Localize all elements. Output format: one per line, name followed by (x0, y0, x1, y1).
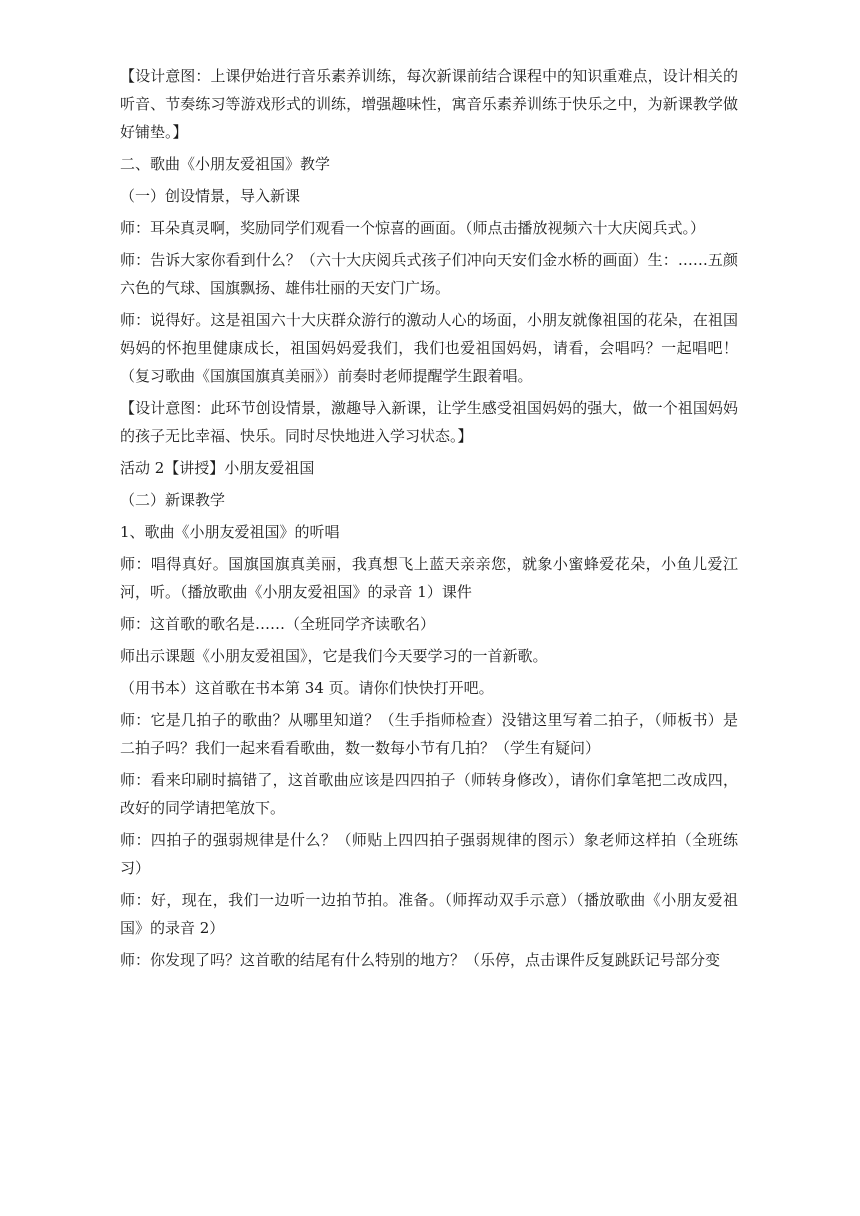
paragraph: 师：说得好。这是祖国六十大庆群众游行的激动人心的场面，小朋友就像祖国的花朵，在祖国妈妈的怀抱里健康成长，祖国妈妈爱我们，我们也爱祖国妈妈，请看，会唱吗？一起唱吧！（复习歌曲《国旗国旗真美丽》）前奏时老师提醒学生跟着唱。 (120, 311, 738, 385)
paragraph: 师：它是几拍子的歌曲？从哪里知道？（生手指师检查）没错这里写着二拍子，（师板书）是二拍子吗？我们一起来看看歌曲，数一数每小节有几拍？（学生有疑问） (120, 711, 738, 757)
paragraph: 师：唱得真好。国旗国旗真美丽，我真想飞上蓝天亲亲您，就象小蜜蜂爱花朵，小鱼儿爱江河，听。（播放歌曲《小朋友爱祖国》的录音 1）课件 (120, 555, 738, 601)
paragraph: 师：好，现在，我们一边听一边拍节拍。准备。（师挥动双手示意）（播放歌曲《小朋友爱祖国》的录音 2） (120, 891, 738, 937)
item-heading: 1、歌曲《小朋友爱祖国》的听唱 (120, 523, 340, 541)
paragraph: （用书本）这首歌在书本第 34 页。请你们快快打开吧。 (120, 679, 494, 697)
document-body (120, 62, 738, 978)
paragraph: 师：告诉大家你看到什么？（六十大庆阅兵式孩子们冲向天安们金水桥的画面）生：……五颜六色的气球、国旗飘扬、雄伟壮丽的天安门广场。 (120, 251, 738, 297)
paragraph: 师：你发现了吗？这首歌的结尾有什么特别的地方？（乐停，点击课件反复跳跃记号部分变 (120, 951, 721, 969)
paragraph: 师：耳朵真灵啊，奖励同学们观看一个惊喜的画面。（师点击播放视频六十大庆阅兵式。） (120, 219, 706, 237)
activity-heading: 活动 2【讲授】小朋友爱祖国 (120, 459, 315, 477)
subsection-heading: （一）创设情景，导入新课 (120, 187, 301, 205)
paragraph: 师出示课题《小朋友爱祖国》，它是我们今天要学习的一首新歌。 (120, 647, 548, 665)
section-heading: 二、歌曲《小朋友爱祖国》教学 (120, 155, 331, 173)
subsection-heading: （二）新课教学 (120, 491, 226, 509)
paragraph: 【设计意图：上课伊始进行音乐素养训练，每次新课前结合课程中的知识重难点，设计相关的听音、节奏练习等游戏形式的训练，增强趣味性，寓音乐素养训练于快乐之中，为新课教学做好铺垫。】 (120, 67, 738, 141)
paragraph: 【设计意图：此环节创设情景，激趣导入新课，让学生感受祖国妈妈的强大，做一个祖国妈妈的孩子无比幸福、快乐。同时尽快地进入学习状态。】 (120, 399, 738, 445)
paragraph: 师：看来印刷时搞错了，这首歌曲应该是四四拍子（师转身修改），请你们拿笔把二改成四，改好的同学请把笔放下。 (120, 771, 738, 817)
paragraph: 师：这首歌的歌名是……（全班同学齐读歌名） (120, 615, 436, 633)
paragraph: 师：四拍子的强弱规律是什么？（师贴上四四拍子强弱规律的图示）象老师这样拍（全班练习） (120, 831, 738, 877)
